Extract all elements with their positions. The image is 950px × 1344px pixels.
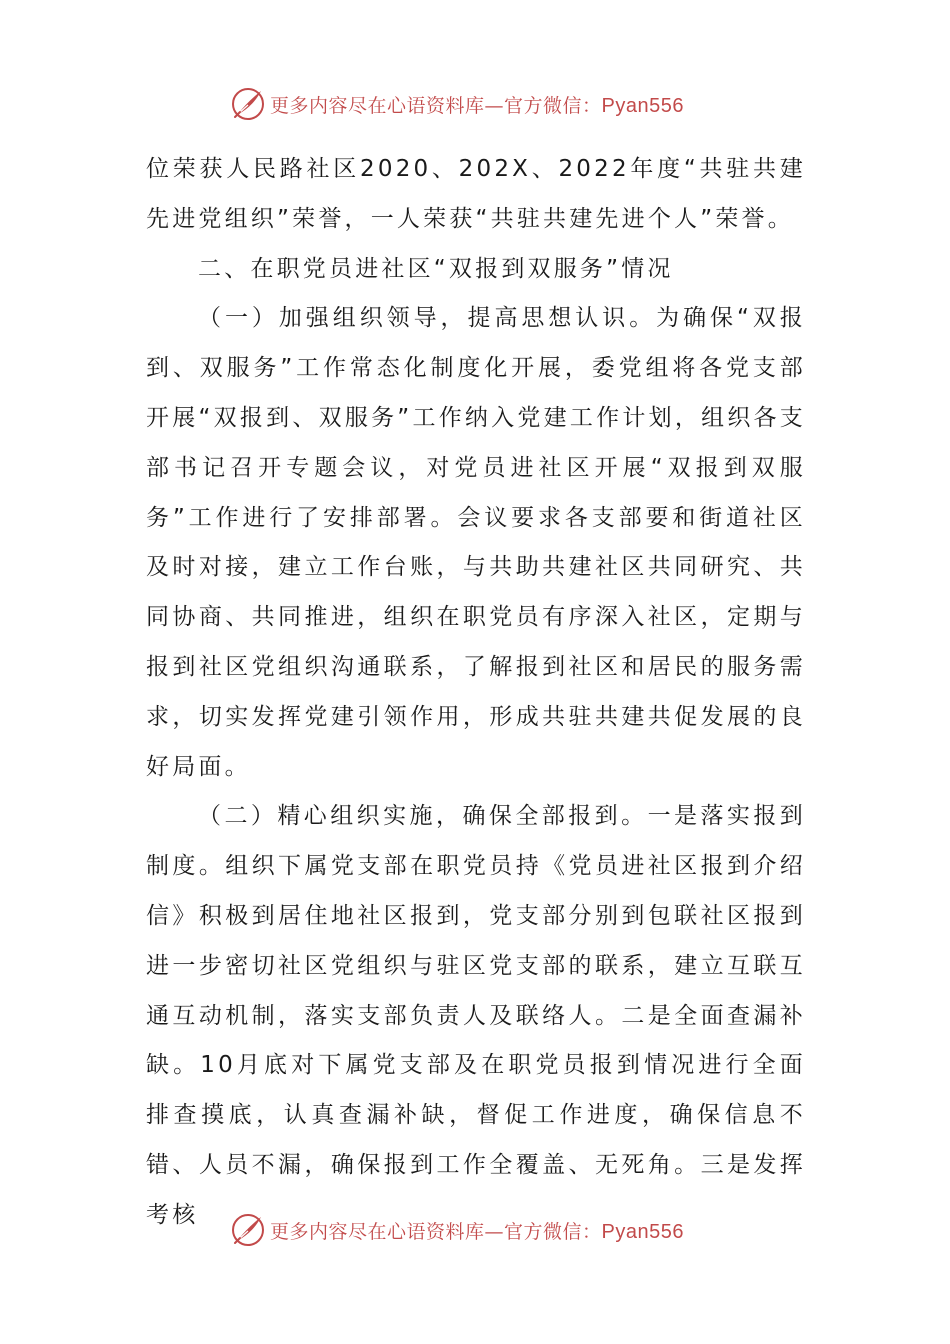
watermark-footer [230, 1208, 684, 1252]
quill-logo-icon [230, 86, 266, 122]
section-heading: 二、在职党员进社区“双报到双服务”情况 [198, 255, 674, 282]
watermark-wechat-id: Pyan556 [601, 1220, 684, 1243]
watermark-wechat-id: Pyan556 [601, 94, 684, 117]
quill-logo-icon [230, 1212, 266, 1248]
paragraph-organization-leadership: （一）加强组织领导，提高思想认识。为确保“双报到、双服务”工作常态化制度化开展，委党组将各党支部开展“双报到、双服务”工作纳入党建工作计划，组织各支部书记召开专题会议，对党员进社区开展“双报到双服务”工作进行了安排部署。会议要求各支部要和街道社区及时对接，建立工作台账，与共助共建社区共同研究、共同协商、共同推进，组织在职党员有序深入社区，定期与报到社区党组织沟通联系，了解报到社区和居民的服务需求，切实发挥党建引领作用，形成共驻共建共促发展的良好局面。 [146, 305, 806, 780]
document-body [146, 145, 806, 1241]
paragraph-continuation: 位荣获人民路社区2020、202X、2022年度“共驻共建先进党组织”荣誉，一人荣获“共驻共建先进个人”荣誉。 [146, 156, 806, 232]
watermark-text: 更多内容尽在心语资料库—官方微信： [270, 1220, 602, 1243]
watermark-text: 更多内容尽在心语资料库—官方微信： [270, 94, 602, 117]
paragraph-organization-implementation: （二）精心组织实施，确保全部报到。一是落实报到制度。组织下属党支部在职党员持《党员进社区报到介绍信》积极到居住地社区报到，党支部分别到包联社区报到进一步密切社区党组织与驻区党支部的联系，建立互联互通互动机制，落实支部负责人及联络人。二是全面查漏补缺。10月底对下属党支部及在职党员报到情况进行全面排查摸底，认真查漏补缺，督促工作进度，确保信息不错、人员不漏，确保报到工作全覆盖、无死角。三是发挥考核 [146, 803, 806, 1228]
watermark-header [230, 82, 684, 126]
